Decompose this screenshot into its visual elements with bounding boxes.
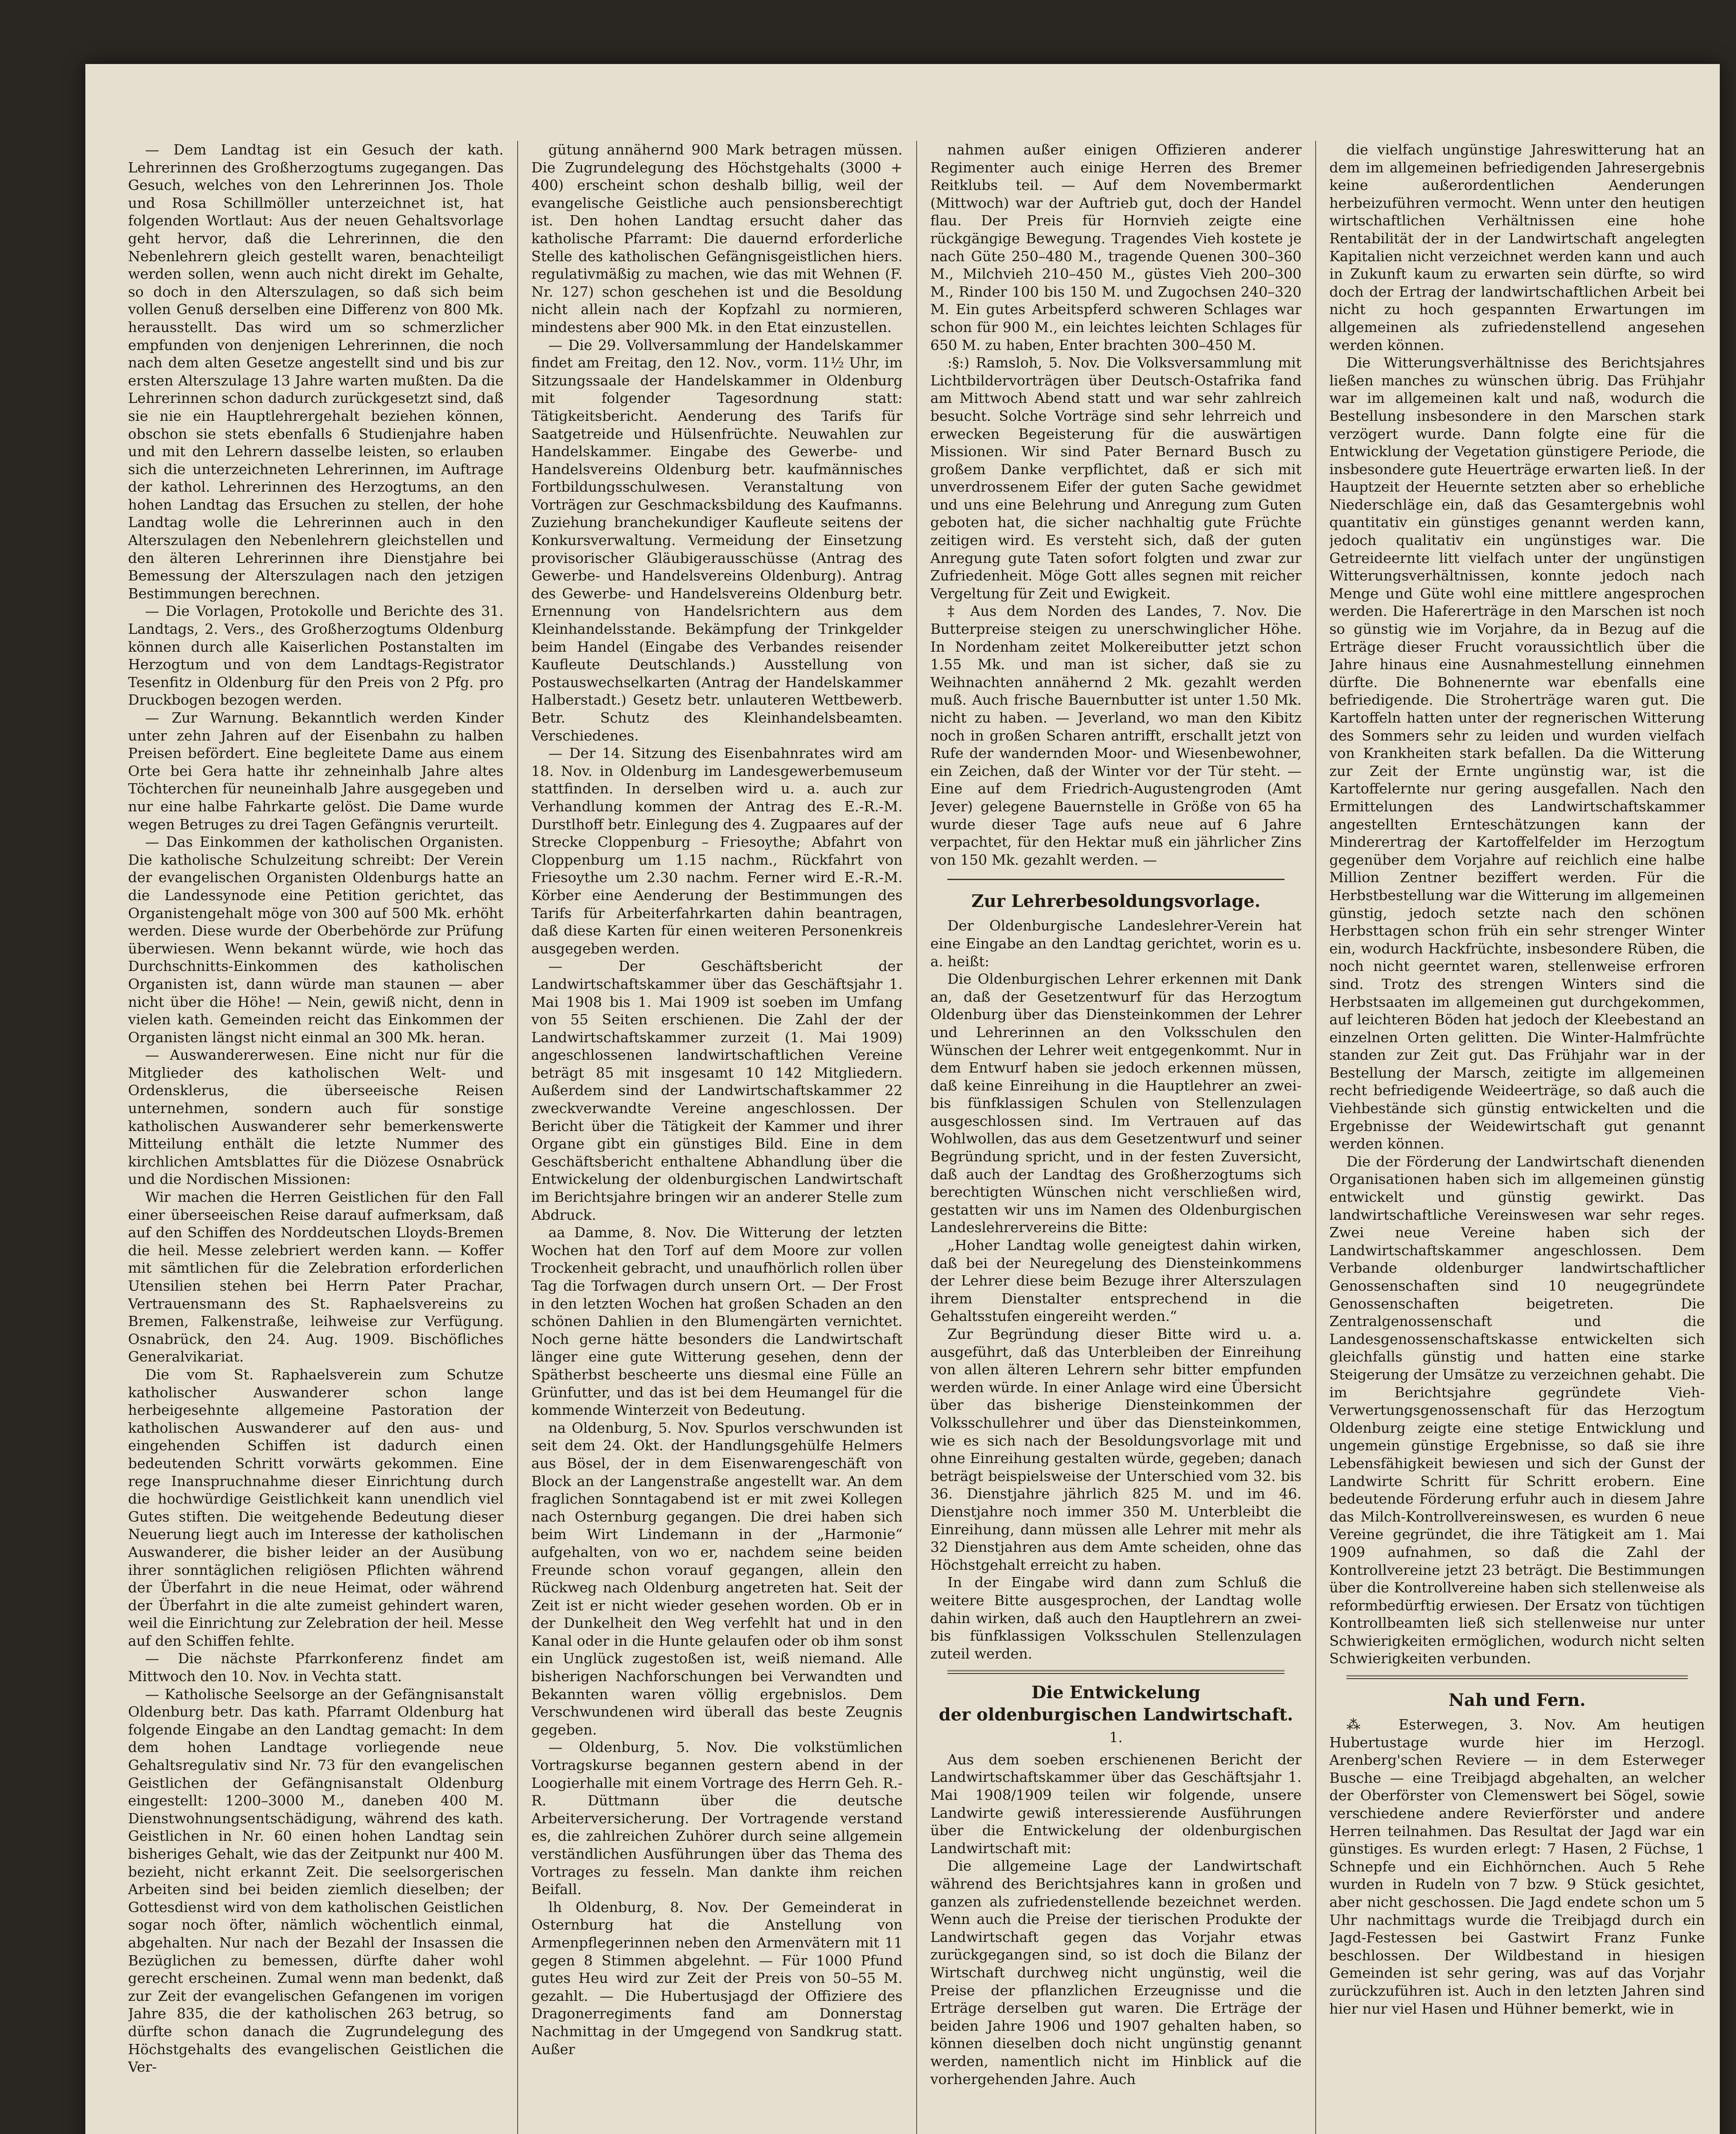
article-damme: aa Damme, 8. Nov. Die Witterung der letzten Wochen hat den Torf auf dem Moore zur vollen Trockenheit gebracht, und unaufhörlich rollen über Tag die Torfwagen durch unsern Ort. — Der Frost in den letzten Wochen hat großen Schaden an den schönen Dahlien in den Blumengärten vernichtet. Noch gerne hätte besonders die Landwirtschaft länger eine gute Witterung gesehen, denn der Spätherbst bescheerte uns diesmal eine Fülle an Grünfutter, und das ist bei dem Heumangel für die kommende Winterzeit von Bedeutung. [531,1224,903,1419]
section-divider [1346,1675,1688,1679]
article-geschaeftsbericht: — Der Geschäftsbericht der Landwirtschaftskammer über das Geschäftsjahr 1. Mai 1908 bis 1. Mai 1909 ist soeben im Umfang von 55 Seiten erschienen. Die Zahl der der Landwirtschaftskammer zurzeit (1. Mai 1909) angeschlossenen landwirtschaftlichen Vereine beträgt 85 mit insgesamt 10 142 Mitgliedern. Außerdem sind der Landwirtschaftskammer 22 zweckverwandte Vereine angeschlossen. Der Bericht über die Tätigkeit der Kammer und ihrer Organe gibt ein günstiges Bild. Eine in dem Geschäftsbericht enthaltene Abhandlung über die Entwickelung der oldenburgischen Landwirtschaft im Berichtsjahre bringen wir an anderer Stelle zum Abdruck. [531,958,903,1223]
article-norden-des-landes: ‡ Aus dem Norden des Landes, 7. Nov. Die Butterpreise steigen zu unerschwinglicher Höhe. In Nordenham zeitet Molkereibutter jetzt schon 1.55 Mk. und man ist sicher, daß sie zu Weihnachten annähernd 2 Mk. gezahlt werden muß. Auch frische Bauernbutter ist unter 1.50 Mk. nicht zu haben. — Jeverland, wo man den Kibitz noch in großen Scharen antrifft, erschallt jetzt von Rufe der wandernden Moor- und Wiesenbewohner, ein Zeichen, daß der Winter vor der Tür steht. — Eine auf dem Friedrich-Augustengroden (Amt Jever) gelegene Bauernstelle in Größe von 65 ha wurde dieser Tage aufs neue auf 6 Jahre verpachtet, für den Hektar muß ein jährlicher Zins von 150 Mk. gezahlt werden. — [930,603,1302,868]
column-1 [128,141,504,2134]
article-lehrerbesoldung-3: In der Eingabe wird dann zum Schluß die weitere Bitte ausgesprochen, der Landtag wolle dahin wirken, daß auch den Hauptlehrern an zwei- bis fünfklassigen Volksschulen Stellenzulagen zuteil werden. [930,1574,1302,1662]
column-3 [930,141,1302,2134]
heading-entwickelung-2: der oldenburgischen Landwirtschaft. [938,1705,1293,1725]
article-osternburg: lh Oldenburg, 8. Nov. Der Gemeinderat in Osternburg hat die Anstellung von Armenpflegerinnen neben den Armenvätern mit 11 gegen 8 Stimmen abgelehnt. — Für 1000 Pfund gutes Heu wird zur Zeit der Preis von 50–55 M. gezahlt. — Die Hubertusjagd der Offiziere des Dragonerregiments fand am Donnerstag Nachmittag in der Umgegend von Sandkrug statt. Außer [531,1898,903,2058]
article-ramsloh: :§:) Ramsloh, 5. Nov. Die Volksversammlung mit Lichtbildervorträgen über Deutsch-Ostafrika fand am Mittwoch Abend statt und war sehr zahlreich besucht. Solche Vorträge sind sehr lehrreich und erwecken Begeisterung für die auswärtigen Missionen. Wir sind Pater Bernard Busch zu großem Danke verpflichtet, daß er sich mit unverdrossenem Eifer der guten Sache gewidmet und uns eine Belehrung und Anregung zum Guten geboten hat, die sicher nachhaltig gute Früchte zeitigen wird. Es versteht sich, daß der guten Anregung gute Taten sofort folgten und zwar zur Zufriedenheit. Möge Gott alles segnen mit reicher Vergeltung für Zeit und Ewigkeit. [930,354,1302,602]
article-entwickelung-lage: Die allgemeine Lage der Landwirtschaft während des Berichtsjahres kann in großen und ganzen als zufriedenstellende bezeichnet werden. Wenn auch die Preise der tierischen Produkte der Landwirtschaft gegen das Vorjahr etwas zurückgegangen sind, so ist doch die Bilanz der Wirtschaft durchweg nicht ungünstig, weil die Preise der pflanzlichen Erzeugnisse und die Erträge derselben gut waren. Die Erträge der beiden Jahre 1906 und 1907 gehalten haben, so können dieselben doch nicht ungünstig genannt werden, namentlich nicht im Hinblick auf die vorhergehenden Jahre. Auch [930,1857,1302,2087]
heading-entwickelung-1: Die Entwickelung [1031,1682,1200,1703]
column-rule [916,141,917,2134]
article-raphaelsverein: Die vom St. Raphaelsverein zum Schutze katholischer Auswanderer schon lange herbeigesehnte allgemeine Pastoration der katholischen Auswanderer auf den aus- und eingehenden Schiffen ist dadurch einen bedeutenden Schritt vorwärts gekommen. Eine rege Inanspruchnahme dieser Einrichtung durch die hochwürdige Geistlichkeit kann unendlich viel Gutes stiften. Die weitgehende Bedeutung dieser Neuerung liegt auch im Interesse der katholischen Auswanderer, die bisher leider an der Ausübung ihrer sonntäglichen religiösen Pflichten während der Überfahrt in die neue Heimat, oder während der Überfahrt in die alte zumeist gehindert waren, weil die Einrichtung zur Zelebration der heil. Messe auf den Schiffen fehlte. [128,1366,504,1649]
article-seelsorge-cont: gütung annähernd 900 Mark betragen müssen. Die Zugrundelegung des Höchstgehalts (3000 + 400) erscheint schon deshalb billig, weil der evangelische Geistliche auch pensionsberechtigt ist. Den hohen Landtag ersucht daher das katholische Pfarramt: Die dauernd erforderliche Stelle des katholischen Gefängnisgeistlichen hiers. regulativmäßig zu machen, wie das mit Wehnen (F. Nr. 127) schon geschehen ist und die Besoldung nicht allein nach der Kopfzahl zu normieren, mindestens aber 900 Mk. in den Etat einzustellen. [531,141,903,335]
article-eisenbahnrat: — Der 14. Sitzung des Eisenbahnrates wird am 18. Nov. in Oldenburg im Landesgewerbemuseum stattfinden. In derselben wird u. a. auch zur Verhandlung kommen der Antrag des E.-R.-M. Durstlhoff betr. Einlegung des 4. Zugpaares auf der Strecke Cloppenburg – Friesoythe; Abfahrt von Cloppenburg um 1.15 nachm., Rückfahrt von Friesoythe um 2.30 nachm. Ferner wird E.-R.-M. Körber eine Aenderung der Bestimmungen des Tarifs für Arbeiterfahrkarten dahin beantragen, daß diese Karten für einen weiteren Personenkreis ausgegeben werden. [531,745,903,957]
article-handelskammer: — Die 29. Vollversammlung der Handelskammer findet am Freitag, den 12. Nov., vorm. 11½ Uhr, im Sitzungssaale der Handelskammer in Oldenburg mit folgender Tagesordnung statt: Tätigkeitsbericht. Aenderung des Tarifs für Saatgetreide und Hülsenfrüchte. Neuwahlen zur Handelskammer. Eingabe des Gewerbe- und Handelsvereins Oldenburg betr. kaufmännisches Fortbildungsschulwesen. Veranstaltung von Vorträgen zur Geschmacksbildung des Kaufmanns. Zuziehung branchekundiger Kaufleute seitens der Konkursverwaltung. Vermeidung der Einsetzung provisorischer Gläubigerausschüsse (Antrag des Gewerbe- und Handelsvereins Oldenburg). Antrag des Gewerbe- und Handelsvereins Oldenburg betr. Ernennung von Handelsrichtern aus dem Kleinhandelsstande. Bekämpfung der Trinkgelder beim Handel (Eingabe des Verbandes reisender Kaufleute Deutschlands.) Ausstellung von Postauswechselkarten (Antrag der Handelskammer Halberstadt.) Gesetz betr. unlauteren Wettbewerb. Betr. Schutz des Kleinhandelsbeamten. Verschiedenes. [531,336,903,744]
heading-lehrerbesoldung: Zur Lehrerbesoldungsvorlage. [971,891,1261,912]
article-oldenburg-verschwunden: na Oldenburg, 5. Nov. Spurlos verschwunden ist seit dem 24. Okt. der Handlungsgehülfe Helmers aus Bösel, der in dem Eisenwarengeschäft von Block an der Langenstraße angestellt war. An dem fraglichen Sonntagabend ist er mit zwei Kollegen nach Osternburg gegangen. Die drei haben sich beim Wirt Lindemann in der „Harmonie“ aufgehalten, von wo er, nachdem seine beiden Freunde schon vorauf gegangen, allein den Rückweg nach Oldenburg angetreten hat. Seit der Zeit ist er nicht wieder gesehen worden. Ob er in der Dunkelheit den Weg verfehlt hat und in den Kanal oder in die Hunte gelaufen oder ob ihm sonst ein Unglück zugestoßen ist, weiß niemand. Alle bisherigen Nachforschungen bei Verwandten und Bekannten waren völlig ergebnislos. Dem Verschwundenen wird überall das beste Zeugnis gegeben. [531,1419,903,1738]
column-4 [1329,141,1705,2134]
column-2 [531,141,903,2134]
article-auswandererwesen-notice: Wir machen die Herren Geistlichen für den Fall einer überseeischen Reise darauf aufmerksam, daß auf den Schiffen des Norddeutschen Lloyds-Bremen die heil. Messe zelebriert werden kann. — Koffer mit sämtlichen für die Zelebration erforderlichen Utensilien stehen bei Herrn Pater Prachar, Vertrauensmann des St. Raphaelsvereins zu Bremen, Falkenstraße, leihweise zur Verfügung. Osnabrück, den 24. Aug. 1909. Bischöfliches Generalvikariat. [128,1189,504,1365]
article-entwickelung-cont: die vielfach ungünstige Jahreswitterung hat an dem im allgemeinen befriedigenden Jahresergebnis keine außerordentlichen Aenderungen herbeizuführen vermocht. Wenn unter den heutigen wirtschaftlichen Verhältnissen eine hohe Rentabilität der in der Landwirtschaft angelegten Kapitalien nicht verzeichnet werden kann und auch in Zukunft kaum zu erwarten sein dürfte, so wird doch der Ertrag der landwirtschaftlichen Arbeit bei nicht zu hoch gespannten Erwartungen im allgemeinen als zufriedenstellend angesehen werden können. [1329,141,1705,353]
article-organisationen: Die der Förderung der Landwirtschaft dienenden Organisationen haben sich im allgemeinen günstig entwickelt und günstig gewirkt. Das landwirtschaftliche Vereinswesen war sehr reges. Zwei neue Vereine haben sich der Landwirtschaftskammer angeschlossen. Dem Verbande oldenburger landwirtschaftlicher Genossenschaften sind 10 neugegründete Genossenschaften beigetreten. Die Zentralgenossenschaft und die Landesgenossenschaftskasse entwickelten sich gleichfalls günstig und hatten eine starke Steigerung der Umsätze zu verzeichnen gehabt. Die im Berichtsjahre gegründete Vieh-Verwertungsgenossenschaft für das Herzogtum Oldenburg zeigte eine stetige Entwicklung und ungemein günstige Ergebnisse, so daß sie ihre Lebensfähigkeit bewiesen und sich der Gunst der Landwirte Schritt für Schritt erobern. Eine bedeutende Förderung erfuhr auch in diesem Jahre das Milch-Kontrollvereinswesen, es wurden 6 neue Vereine gegründet, die ihre Tätigkeit am 1. Mai 1909 aufnahmen, so daß die Zahl der Kontrollvereine jetzt 23 beträgt. Die Bestimmungen über die Kontrollvereine haben sich stellenweise als reformbedürftig erwiesen. Der Ersatz von tüchtigen Kontrollbeamten ließ sich stellenweise nur unter Schwierigkeiten ermöglichen, wodurch nicht selten Schwierigkeiten verbunden. [1329,1153,1705,1667]
article-entwickelung-intro: Aus dem soeben erschienenen Bericht der Landwirtschaftskammer über das Geschäftsjahr 1. Mai 1908/1909 teilen wir folgende, unsere Landwirte gewiß interessierende Ausführungen über die Entwickelung der oldenburgischen Landwirtschaft mit: [930,1751,1302,1857]
article-esterwegen: ⁂ Esterwegen, 3. Nov. Am heutigen Hubertustage wurde hier im Herzogl. Arenberg'schen Reviere — in dem Esterweger Busche — eine Treibjagd abgehalten, an welcher der Oberförster von Clemenswert bei Sögel, sowie verschiedene andere Revierförster und andere Herren teilnahmen. Das Resultat der Jagd war ein günstiges. Es wurden erlegt: 7 Hasen, 2 Füchse, 1 Schnepfe und ein Eichhörnchen. Auch 5 Rehe wurden in Rudeln von 7 bzw. 9 Stück gesichtet, aber nicht geschossen. Die Jagd endete schon um 5 Uhr nachmittags wurde die Treibjagd durch ein Jagd-Festessen bei Gastwirt Franz Funke beschlossen. Der Wildbestand in hiesigen Gemeinden ist sehr gering, was auf das Vorjahr zurückzuführen ist. Auch in den letzten Jahren sind hier nur viel Hasen und Hühner bemerkt, wie in [1329,1716,1705,2017]
heading-nah-und-fern: Nah und Fern. [1448,1690,1586,1711]
article-pfarrkonferenz: — Die nächste Pfarrkonferenz findet am Mittwoch den 10. Nov. in Vechta statt. [128,1650,504,1685]
column-rule [517,141,518,2134]
article-organisten: — Das Einkommen der katholischen Organisten. Die katholische Schulzeitung schreibt: Der Verein der evangelischen Organisten Oldenburgs hatte an die Landessynode eine Petition gerichtet, das Organistengehalt möge von 300 auf 500 Mk. erhöht werden. Diese wurde der Oberbehörde zur Prüfung überwiesen. Wenn bekannt würde, wie hoch das Durchschnitts-Einkommen des katholischen Organisten ist, dann würde man staunen — aber nicht über die Höhe! — Nein, gewiß nicht, denn in vielen kath. Gemeinden reicht das Einkommen der Organisten längst nicht einmal an 300 Mk. heran. [128,834,504,1046]
article-warnung: — Zur Warnung. Bekanntlich werden Kinder unter zehn Jahren auf der Eisenbahn zu halben Preisen befördert. Eine begleitete Dame aus einem Orte bei Gera hatte ihr zehneinhalb Jahre altes Töchterchen für neuneinhalb Jahre ausgegeben und nur eine halbe Fahrkarte gelöst. Die Dame wurde wegen Betruges zu drei Tagen Gefängnis verurteilt. [128,709,504,833]
article-lehrerbesoldung-1: Die Oldenburgischen Lehrer erkennen mit Dank an, daß der Gesetzentwurf für das Herzogtum Oldenburg über das Diensteinkommen der Lehrer und Lehrerinnen an den Volksschulen den Wünschen der Lehrer weit entgegenkommt. Nur in dem Entwurf haben sie jedoch erkennen müssen, daß keine Einreihung in die Hauptlehrer an zwei- bis fünfklassigen Schulen von Stellenzulagen ausgeschlossen sind. Im Vertrauen auf das Wohlwollen, das aus dem Gesetzentwurf und seiner Begründung spricht, und in der festen Zuversicht, daß auch der Landtag des Großherzogtums sich berechtigten Wünschen nicht verschließen wird, gestatten wir uns im Namen des Oldenburgischen Landeslehrervereins die Bitte: [930,971,1302,1236]
newspaper-page [85,64,1720,2134]
article-osternburg-cont: nahmen außer einigen Offizieren anderer Regimenter auch einige Herren des Bremer Reitklubs teil. — Auf dem Novembermarkt (Mittwoch) war der Auftrieb gut, doch der Handel flau. Der Preis für Hornvieh zeigte eine rückgängige Bewegung. Tragendes Vieh kostete je nach Güte 250–480 M., tragende Quenen 300–360 M., Milchvieh 210–450 M., güstes Vieh 200–300 M., Rinder 100 bis 150 M. und Zugochsen 240–320 M. Ein gutes Arbeitspferd schweren Schlages war schon für 900 M., ein leichtes leichten Schlages für 650 M. zu haben, Enter brachten 300–450 M. [930,141,1302,353]
column-rule [1315,141,1316,2134]
article-auswandererwesen: — Auswandererwesen. Eine nicht nur für die Mitglieder des katholischen Welt- und Ordensklerus, die überseeische Reisen unternehmen, sondern auch für sonstige katholischen Auswanderer sehr bemerkenswerte Mitteilung enthält die letzte Nummer des kirchlichen Amtsblattes für die Diözese Osnabrück und die Nordischen Missionen: [128,1047,504,1188]
article-lehrerinnen: — Dem Landtag ist ein Gesuch der kath. Lehrerinnen des Großherzogtums zugegangen. Das Gesuch, welches von den Lehrerinnen Jos. Thole und Rosa Schillmöller unterzeichnet ist, hat folgenden Wortlaut: Aus der neuen Gehaltsvorlage geht hervor, daß die Lehrerinnen, die den Nebenlehrern gleich gestellt waren, benachteiligt werden sollen, wenn auch nicht direkt im Gehalte, so doch in den Alterszulagen, so daß sich beim vollen Genuß derselben eine Differenz von 800 Mk. herausstellt. Das wird um so schmerzlicher empfunden von denjenigen Lehrerinnen, die noch nach dem alten Gesetze angestellt sind und bis zur ersten Alterszulage 13 Jahre warten mußten. Da die Lehrerinnen schon dadurch zurückgesetzt sind, daß sie nie ein Hauptlehrergehalt beziehen können, obschon sie stets ebenfalls 6 Studienjahre haben und mit den Lehrern dasselbe leisten, so erlauben sich die unterzeichneten Lehrerinnen, im Auftrage der kathol. Lehrerinnen des Herzogtums, an den hohen Landtag das Ersuchen zu stellen, der hohe Landtag wolle die Lehrerinnen auch in den Alterszulagen den Nebenlehrern gleichstellen und den älteren Lehrerinnen ihre Dienstjahre bei Bemessung der Alterszulagen nach den jetzigen Bestimmungen berechnen. [128,141,504,602]
article-witterung: Die Witterungsverhältnisse des Berichtsjahres ließen manches zu wünschen übrig. Das Frühjahr war im allgemeinen kalt und naß, wodurch die Bestellung insbesondere in den Marschen stark verzögert wurde. Dann folgte eine für die Entwicklung der Vegetation günstigere Periode, die insbesondere gute Heuerträge erwarten ließ. In der Hauptzeit der Heuernte setzten aber so erhebliche Niederschläge ein, daß das Gesamtergebnis wohl quantitativ ein günstiges genannt werden kann, jedoch qualitativ ein ungünstiges war. Die Getreideernte litt vielfach unter der ungünstigen Witterungsverhältnissen, konnte jedoch nach Menge und Güte wohl eine mittlere angesprochen werden. Die Hafererträge in den Marschen ist noch so günstig wie im Vorjahre, da in Bezug auf die Erträge dieser Frucht voraussichtlich über die Jahre hinaus eine Ausnahmestellung einnehmen dürfte. Die Bohnenernte war ebenfalls eine befriedigende. Die Stroherträge waren gut. Die Kartoffeln hatten unter der regnerischen Witterung des Sommers sehr zu leiden und wurden vielfach von Krankheiten stark befallen. Da die Witterung zur Zeit der Ernte ungünstig war, ist die Kartoffelernte nur gering ausgefallen. Nach den Ermittelungen des Landwirtschaftskammer angestellten Ernteschätzungen kann der Minderertrag der Kartoffelfelder im Herzogtum gegenüber dem Vorjahre auf reichlich eine halbe Million Zentner beziffert werden. Für die Herbstbestellung war die Witterung im allgemeinen günstig, jedoch setzte nach den schönen Herbsttagen schon früh ein sehr strenger Winter ein, wodurch Hackfrüchte, insbesondere Rüben, die noch nicht geerntet waren, stellenweise erfroren sind. Trotz des strengen Winters sind die Herbstsaaten im allgemeinen gut durchgekommen, auf leichteren Böden hat jedoch der Kleebestand an einzelnen Orten gelitten. Die Winter-Halmfrüchte standen zur Zeit gut. Das Frühjahr war in der Bestellung der Marsch, zeitigte im allgemeinen recht befriedigende Weideerträge, so daß auch die Viehbestände sich günstig entwickelten und die Ergebnisse der Weidewirtschaft gut genannt werden können. [1329,354,1705,1152]
section-number: 1. [1109,1729,1123,1746]
section-divider [947,879,1285,880]
article-lehrerbesoldung-2: Zur Begründung dieser Bitte wird u. a. ausgeführt, daß das Unterbleiben der Einreihung von allen älteren Lehrern sehr bitter empfunden werden würde. In einer Anlage wird eine Übersicht über das bisherige Diensteinkommen der Volksschullehrer und über das Diensteinkommen, wie es sich nach der Besoldungsvorlage mit und ohne Einreihung gestalten würde, gegeben; danach beträgt beispielsweise der Unterschied vom 32. bis 36. Dienstjahre jährlich 825 M. und im 46. Dienstjahre noch immer 350 M. Unterbleibt die Einreihung, dann müssen alle Lehrer mit mehr als 32 Dienstjahren aus dem Amte scheiden, ohne das Höchstgehalt erreicht zu haben. [930,1326,1302,1573]
article-landtag-vorlagen: — Die Vorlagen, Protokolle und Berichte des 31. Landtags, 2. Vers., des Großherzogtums Oldenburg können durch alle Kaiserlichen Postanstalten im Herzogtum und von dem Landtags-Registrator Tesenfitz in Oldenburg für den Preis von 2 Pfg. pro Druckbogen bezogen werden. [128,603,504,708]
article-lehrerbesoldung-intro: Der Oldenburgische Landeslehrer-Verein hat eine Eingabe an den Landtag gerichtet, worin es u. a. heißt: [930,917,1302,970]
article-lehrerbesoldung-quote: „Hoher Landtag wolle geneigtest dahin wirken, daß bei der Neuregelung des Diensteinkommens der Lehrer diese beim Bezuge ihrer Alterszulagen ihrem Dienstalter entsprechend in die Gehaltsstufen eingereiht werden.“ [930,1237,1302,1325]
article-vortragskurse: — Oldenburg, 5. Nov. Die volkstümlichen Vortragskurse begannen gestern abend in der Loogierhalle mit einem Vortrage des Herrn Geh. R.-R. Düttmann über die deutsche Arbeiterversicherung. Der Vortragende verstand es, die zahlreichen Zuhörer durch seine allgemein verständlichen Ausführungen über das Thema des Vortrages zu fesseln. Man dankte ihm reichen Beifall. [531,1739,903,1898]
article-seelsorge: — Katholische Seelsorge an der Gefängnisanstalt Oldenburg betr. Das kath. Pfarramt Oldenburg hat folgende Eingabe an den Landtag gemacht: In dem dem hohen Landtage vorliegende neue Gehaltsregulativ sind Nr. 73 für den evangelischen Geistlichen der Gefängnisanstalt Oldenburg eingestellt: 1200–3000 M., daneben 400 M. Dienstwohnungsentschädigung, während des kath. Geistlichen in Nr. 60 einen hohen Landtag sein bisheriges Gehalt, wie das der Zeitpunkt nur 400 M. bezieht, nicht erkannt Zeit. Die seelsorgerischen Arbeiten sind bei beiden ziemlich dieselben; der Gottesdienst wird von dem katholischen Geistlichen sogar noch öfter, nämlich wöchentlich einmal, abgehalten. Nur nach der Bezahl der Insassen die Bezüglichen zu bemessen, dürfte daher wohl gerecht erscheinen. Zumal wenn man bedenkt, daß zur Zeit der evangelischen Gefangenen im vorigen Jahre 835, die der katholischen 263 betrug, so dürfte schon danach die Zugrundelegung des Höchstgehalts des evangelischen Geistlichen die Ver- [128,1685,504,2076]
section-divider [947,1670,1285,1674]
